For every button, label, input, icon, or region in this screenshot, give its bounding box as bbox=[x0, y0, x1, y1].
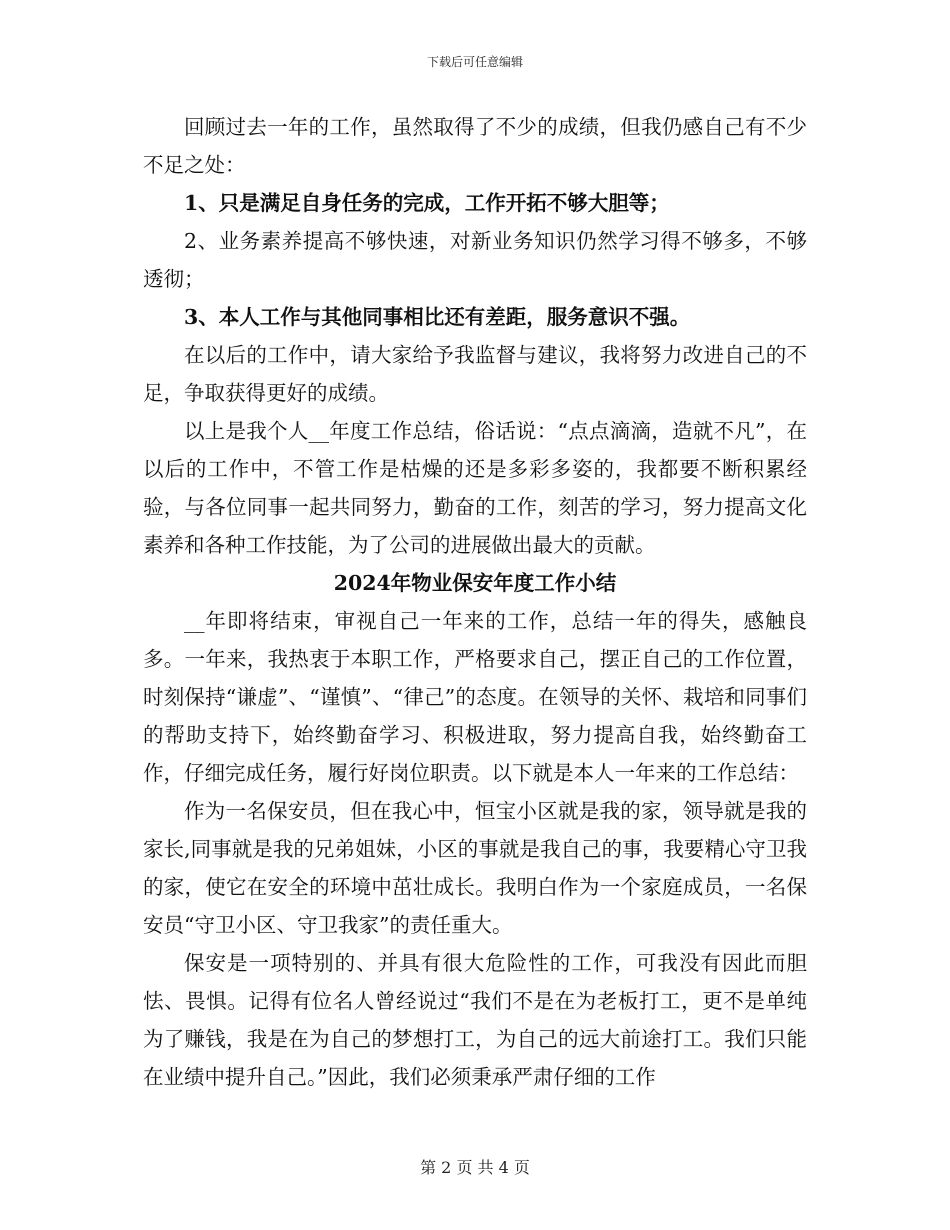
page-number-footer: 第 2 页 共 4 页 bbox=[420, 1158, 530, 1177]
paragraph-year-end-intro: __年即将结束，审视自己一年来的工作，总结一年的得失，感触良多。一年来，我热衷于本职工作，严格要求自己，摆正自己的工作位置，时刻保持“谦虚”、“谨慎”、“律己”的态度。在领导的关怀、栽培和同事们的帮助支持下，始终勤奋学习、积极进取，努力提高自我，始终勤奋工作，仔细完成任务，履行好岗位职责。以下就是本人一年来的工作总结： bbox=[143, 609, 807, 785]
page-header-note: 下载后可任意编辑 bbox=[426, 55, 523, 69]
paragraph-future-improvement: 在以后的工作中，请大家给予我监督与建议，我将努力改进自己的不足，争取获得更好的成绩。 bbox=[143, 343, 807, 405]
section-title: 2024年物业保安年度工作小结 bbox=[333, 571, 617, 595]
paragraph-review-intro: 回顾过去一年的工作，虽然取得了不少的成绩，但我仍感自己有不少不足之处： bbox=[143, 115, 807, 177]
list-item-shortcoming-1: 1、只是满足自身任务的完成，工作开拓不够大胆等； bbox=[184, 191, 670, 215]
document-body bbox=[143, 108, 807, 1096]
paragraph-security-work: 保安是一项特别的、并具有很大危险性的工作，可我没有因此而胆怯、畏惧。记得有位名人曾经说过“我们不是在为老板打工，更不是单纯为了赚钱，我是在为自己的梦想打工，为自己的远大前途打工。我们只能在业绩中提升自己。”因此，我们必须秉承严肃仔细的工作 bbox=[143, 951, 807, 1089]
list-item-shortcoming-2: 2、业务素养提高不够快速，对新业务知识仍然学习得不够多，不够透彻； bbox=[143, 229, 807, 291]
paragraph-summary-conclusion: 以上是我个人__年度工作总结，俗话说：“点点滴滴，造就不凡”，在以后的工作中，不管工作是枯燥的还是多彩多姿的，我都要不断积累经验，与各位同事一起共同努力，勤奋的工作，刻苦的学习，努力提高文化素养和各种工作技能，为了公司的进展做出最大的贡献。 bbox=[143, 419, 807, 557]
list-item-shortcoming-3: 3、本人工作与其他同事相比还有差距，服务意识不强。 bbox=[184, 305, 691, 329]
paragraph-security-role: 作为一名保安员，但在我心中，恒宝小区就是我的家，领导就是我的家长,同事就是我的兄弟姐妹，小区的事就是我自己的事，我要精心守卫我的家，使它在安全的环境中茁壮成长。我明白作为一个家庭成员，一名保安员“守卫小区、守卫我家”的责任重大。 bbox=[143, 799, 807, 937]
